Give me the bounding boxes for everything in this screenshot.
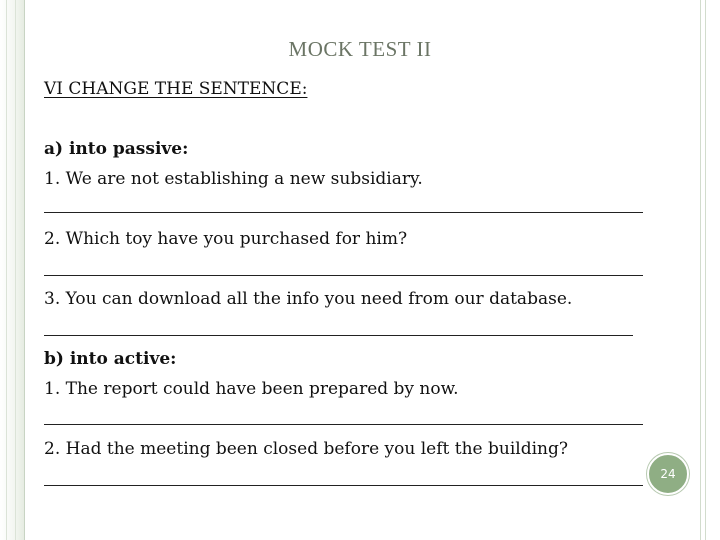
slide-right-line-2	[705, 0, 706, 540]
part-a-label: a) into passive:	[44, 139, 189, 159]
section-heading: VI CHANGE THE SENTENCE:	[44, 79, 308, 99]
part-a-item-3: 3. You can download all the info you need from our database.	[44, 289, 573, 309]
part-a-item-2: 2. Which toy have you purchased for him?	[44, 229, 408, 249]
slide-right-line-1	[700, 0, 701, 540]
slide-left-stripe	[6, 0, 16, 540]
page-number-badge: 24	[647, 453, 689, 495]
answer-line-a1	[44, 212, 643, 213]
part-a-item-1: 1. We are not establishing a new subsidiary.	[44, 169, 423, 189]
slide-title: MOCK TEST II	[288, 37, 432, 61]
slide-left-border	[0, 0, 25, 540]
part-b-item-1: 1. The report could have been prepared by now.	[44, 379, 459, 399]
answer-line-b1	[44, 424, 643, 425]
answer-line-b2	[44, 485, 643, 486]
answer-line-a2	[44, 275, 643, 276]
part-b-label: b) into active:	[44, 349, 177, 369]
slide-right-border	[694, 0, 720, 540]
part-b-item-2: 2. Had the meeting been closed before you left the building?	[44, 439, 568, 459]
answer-line-a3	[44, 335, 633, 336]
